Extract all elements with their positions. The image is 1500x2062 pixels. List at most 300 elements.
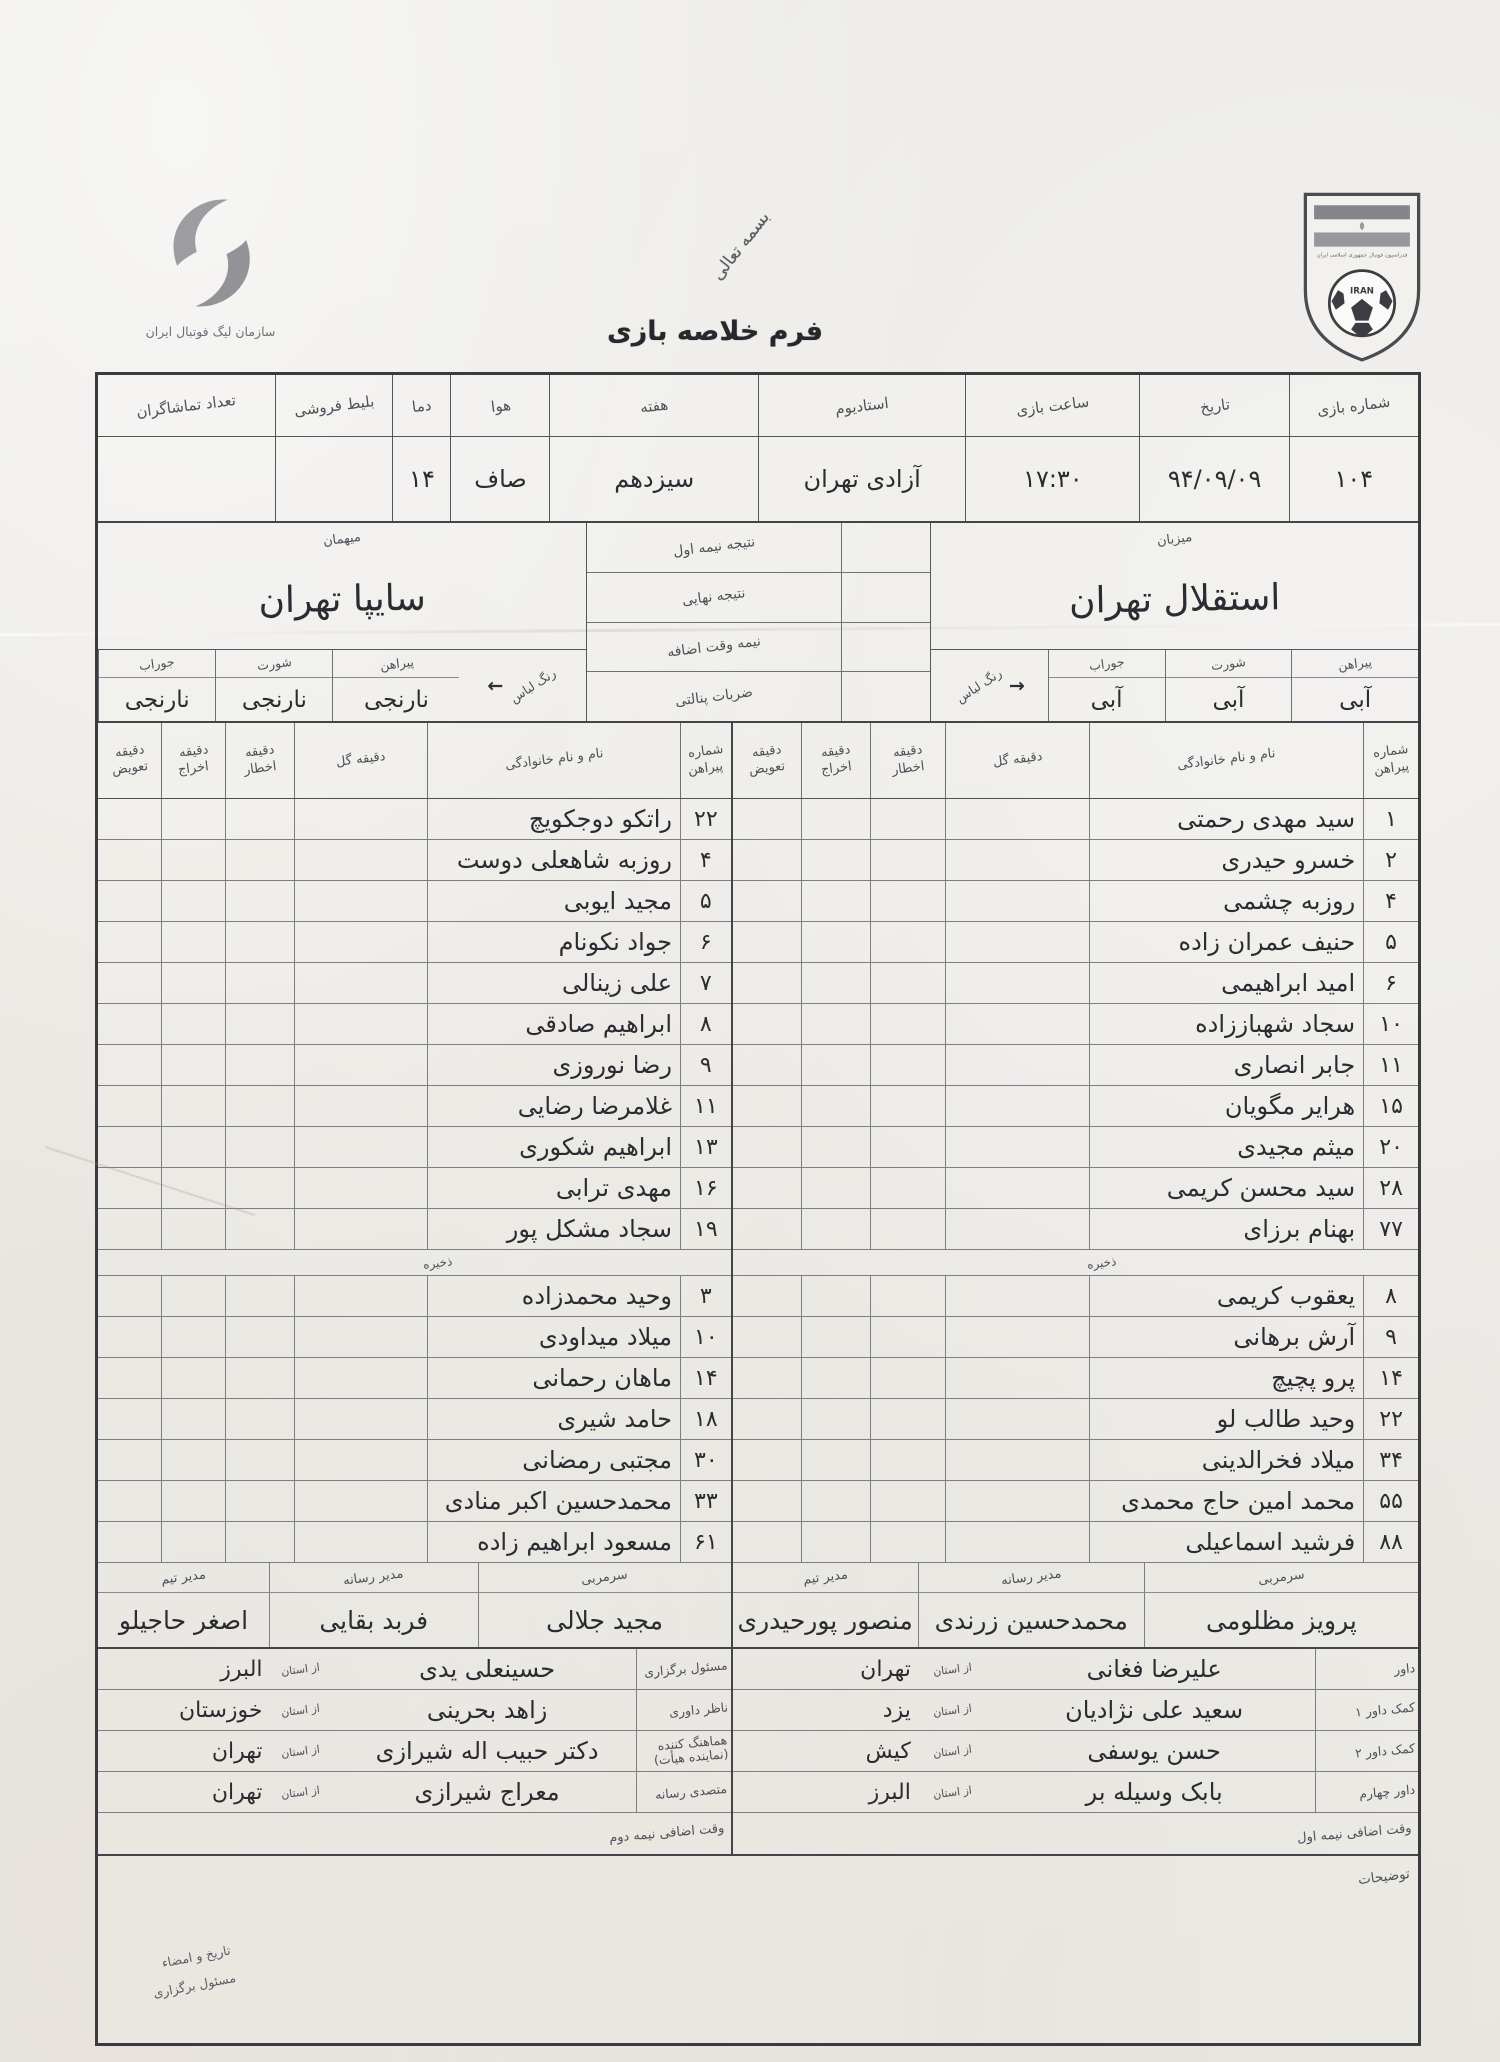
official-row <box>98 1649 731 1690</box>
eject-minute-cell <box>801 1440 870 1480</box>
player-number: ۳۰ <box>680 1440 731 1480</box>
host-staff-labels: سرمربی مدیر رسانه مدیر تیم <box>733 1563 1418 1593</box>
eject-minute-cell <box>161 1317 224 1357</box>
player-row <box>733 1358 1418 1399</box>
player-row <box>733 1399 1418 1440</box>
player-number: ۲ <box>1363 840 1418 880</box>
eject-minute-cell <box>161 1358 224 1398</box>
eject-minute-cell <box>161 1522 224 1562</box>
player-name: ماهان رحمانی <box>427 1358 680 1398</box>
caution-minute-cell <box>870 799 945 839</box>
sub-minute-cell <box>98 799 161 839</box>
player-row <box>98 1209 731 1250</box>
sub-minute-cell <box>98 963 161 1003</box>
player-name: مهدی ترابی <box>427 1168 680 1208</box>
sub-minute-cell <box>98 922 161 962</box>
from-province-label: از استان <box>931 1660 973 1678</box>
player-row <box>733 1522 1418 1563</box>
player-number: ۱۸ <box>680 1399 731 1439</box>
eject-minute-cell <box>161 799 224 839</box>
official-role-label: داور چهارم <box>1315 1772 1418 1812</box>
eject-minute-cell <box>801 840 870 880</box>
caution-minute-cell <box>870 1004 945 1044</box>
goal-minute-cell <box>945 1086 1089 1126</box>
match-info-value-cell: سیزدهم <box>549 437 758 521</box>
player-row <box>98 1127 731 1168</box>
score-label: نیمه وقت اضافه <box>666 633 762 661</box>
host-staff-values <box>733 1593 1418 1649</box>
goal-minute-cell <box>945 1045 1089 1085</box>
host-role-label: میزبان <box>1155 529 1193 550</box>
player-row <box>98 963 731 1004</box>
from-province-label: از استان <box>280 1701 321 1719</box>
player-name: جواد نکونام <box>427 922 680 962</box>
player-number: ۲۲ <box>680 799 731 839</box>
sub-minute-cell <box>733 1004 802 1044</box>
player-row <box>733 1127 1418 1168</box>
official-province: یزد <box>882 1697 911 1723</box>
guest-shorts-cell: شورت نارنجی <box>215 650 332 721</box>
federation-curved-text <box>1296 190 1300 192</box>
match-info-label-cell: استادیوم <box>758 375 965 436</box>
host-reserve-separator: ذخیره <box>733 1250 1418 1276</box>
host-half <box>732 723 1418 1854</box>
player-name: سید محسن کریمی <box>1089 1168 1363 1208</box>
player-number: ۳۴ <box>1363 1440 1418 1480</box>
eject-minute-cell <box>801 1522 870 1562</box>
player-name: آرش برهانی <box>1089 1317 1363 1357</box>
caution-minute-cell <box>870 1440 945 1480</box>
goal-minute-cell <box>294 922 427 962</box>
eject-minute-cell <box>161 1004 224 1044</box>
official-row <box>98 1690 731 1731</box>
score-value-box <box>841 573 930 622</box>
score-row <box>587 523 929 573</box>
player-name: روزبه چشمی <box>1089 881 1363 921</box>
player-name: امید ابراهیمی <box>1089 963 1363 1003</box>
score-value-box <box>841 523 930 572</box>
sub-minute-cell <box>98 881 161 921</box>
player-number: ۲۸ <box>1363 1168 1418 1208</box>
sub-minute-cell <box>98 1045 161 1085</box>
score-value-box <box>841 623 930 672</box>
player-row <box>733 1168 1418 1209</box>
sub-minute-cell <box>98 1086 161 1126</box>
match-info-label-cell: دما <box>392 375 450 436</box>
goal-minute-cell <box>294 1358 427 1398</box>
official-role-label: کمک داور ۱ <box>1315 1690 1418 1730</box>
player-row <box>98 1399 731 1440</box>
player-number: ۱۱ <box>1363 1045 1418 1085</box>
caution-minute-cell <box>870 1317 945 1357</box>
caution-minute-cell <box>870 1168 945 1208</box>
player-number: ۱۱ <box>680 1086 731 1126</box>
official-province: کیش <box>865 1738 911 1764</box>
caution-minute-cell <box>225 1086 295 1126</box>
eject-minute-cell <box>801 1004 870 1044</box>
eject-minute-cell <box>161 963 224 1003</box>
match-info-label-cell: شماره بازی <box>1289 375 1418 436</box>
score-label: نتیجه نهایی <box>681 585 747 609</box>
player-row <box>733 1276 1418 1317</box>
match-info-value-cell: ۹۴/۰۹/۰۹ <box>1139 437 1288 521</box>
official-name: دکتر حبیب اله شیرازی <box>375 1737 599 1765</box>
match-info-label-cell: هفته <box>549 375 758 436</box>
player-number: ۱۰ <box>1363 1004 1418 1044</box>
eject-minute-cell <box>801 1399 870 1439</box>
host-shorts-cell: شورت آبی <box>1165 650 1292 721</box>
extra-time-first-half-row: وقت اضافی نیمه اول <box>1296 1821 1413 1846</box>
caution-minute-cell <box>225 1004 295 1044</box>
player-number: ۱۶ <box>680 1168 731 1208</box>
eject-minute-cell <box>161 1168 224 1208</box>
match-info-label-cell: ساعت بازی <box>965 375 1139 436</box>
player-name: یعقوب کریمی <box>1089 1276 1363 1316</box>
goal-minute-cell <box>294 1522 427 1562</box>
goal-minute-cell <box>294 1045 427 1085</box>
goal-minute-cell <box>294 1209 427 1249</box>
player-row <box>98 1358 731 1399</box>
guest-players-header: شماره پیراهن نام و نام خانوادگی دقیقه گل دقیقه اخطار دقیقه اخراج دقیقه تعویض <box>98 723 731 799</box>
official-name: علیرضا فغانی <box>1086 1655 1222 1683</box>
player-name: محمد امین حاج محمدی <box>1089 1481 1363 1521</box>
host-media-manager-name: محمدحسین زرندی <box>918 1593 1144 1647</box>
player-name: غلامرضا رضایی <box>427 1086 680 1126</box>
sub-minute-cell <box>733 1127 802 1167</box>
goal-minute-cell <box>945 1399 1089 1439</box>
player-row <box>98 840 731 881</box>
host-socks-cell: جوراب آبی <box>1048 650 1165 721</box>
player-name: بهنام برزای <box>1089 1209 1363 1249</box>
signature-line-role: مسئول برگزاری <box>151 1969 237 2001</box>
player-name: میلاد میداودی <box>427 1317 680 1357</box>
player-row <box>733 1481 1418 1522</box>
sub-minute-cell <box>733 1440 802 1480</box>
official-row <box>98 1731 731 1772</box>
goal-minute-cell <box>945 1358 1089 1398</box>
score-label: ضربات پنالتی <box>674 683 754 710</box>
from-province-label: از استان <box>280 1783 321 1801</box>
player-number: ۹ <box>1363 1317 1418 1357</box>
player-number: ۲۰ <box>1363 1127 1418 1167</box>
caution-minute-cell <box>225 922 295 962</box>
caution-minute-cell <box>225 799 295 839</box>
official-role-label: مسئول برگزاری <box>636 1649 731 1689</box>
player-name: ابراهیم شکوری <box>427 1127 680 1167</box>
match-info-value-cell <box>98 437 275 521</box>
sub-minute-cell <box>98 1168 161 1208</box>
caution-minute-cell <box>870 1358 945 1398</box>
player-number: ۵ <box>680 881 731 921</box>
goal-minute-cell <box>945 1168 1089 1208</box>
eject-minute-cell <box>801 1168 870 1208</box>
official-name: بابک وسیله بر <box>1085 1778 1223 1806</box>
player-row <box>98 1481 731 1522</box>
score-row <box>587 672 929 721</box>
caution-minute-cell <box>870 963 945 1003</box>
official-row <box>733 1772 1418 1813</box>
player-number: ۱۵ <box>1363 1086 1418 1126</box>
player-name: وحید طالب لو <box>1089 1399 1363 1439</box>
player-name: میلاد فخرالدینی <box>1089 1440 1363 1480</box>
official-row <box>98 1772 731 1813</box>
eject-minute-cell <box>161 1440 224 1480</box>
player-row <box>733 1086 1418 1127</box>
goal-minute-cell <box>945 1209 1089 1249</box>
player-number: ۱ <box>1363 799 1418 839</box>
guest-reserve-separator: ذخیره <box>98 1250 731 1276</box>
player-number: ۶ <box>1363 963 1418 1003</box>
signature-line-date: تاریخ و امضاء <box>160 1942 232 1971</box>
player-name: سجاد شهباززاده <box>1089 1004 1363 1044</box>
match-info-label-row <box>98 375 1418 437</box>
goal-minute-cell <box>294 1440 427 1480</box>
official-name: حسن یوسفی <box>1087 1737 1221 1765</box>
notes-label: توضیحات <box>1357 1865 1411 1889</box>
caution-minute-cell <box>225 1440 295 1480</box>
goal-minute-cell <box>945 922 1089 962</box>
caution-minute-cell <box>225 840 295 880</box>
player-name: هرایر مگویان <box>1089 1086 1363 1126</box>
eject-minute-cell <box>161 840 224 880</box>
sub-minute-cell <box>733 1399 802 1439</box>
guest-kit-color-label: رنگ لباس ← <box>487 665 559 706</box>
guest-team-name: سایپا تهران <box>258 577 427 621</box>
official-province: البرز <box>220 1656 263 1682</box>
notes-section <box>98 1854 1418 2044</box>
eject-minute-cell <box>801 1358 870 1398</box>
sub-minute-cell <box>98 1358 161 1398</box>
eject-minute-cell <box>801 1317 870 1357</box>
eject-minute-cell <box>801 799 870 839</box>
player-number: ۳۳ <box>680 1481 731 1521</box>
svg-text:FOOTBALL FEDERATION ISLAMIC RE <box>1296 190 1300 192</box>
federation-persian-text: فدراسیون فوتبال جمهوری اسلامی ایران <box>1316 252 1408 259</box>
player-number: ۶۱ <box>680 1522 731 1562</box>
player-name: ابراهیم صادقی <box>427 1004 680 1044</box>
eject-minute-cell <box>801 881 870 921</box>
host-coach-name: پرویز مظلومی <box>1144 1593 1418 1647</box>
caution-minute-cell <box>870 1276 945 1316</box>
match-info-label-cell: تاریخ <box>1139 375 1288 436</box>
goal-minute-cell <box>945 1440 1089 1480</box>
match-info-value-cell: ۱۰۴ <box>1289 437 1418 521</box>
sub-minute-cell <box>733 1168 802 1208</box>
guest-staff-values <box>98 1593 731 1649</box>
host-kit-color-label: → رنگ لباس <box>953 665 1025 706</box>
player-name: مسعود ابراهیم زاده <box>427 1522 680 1562</box>
score-row <box>587 573 929 623</box>
sub-minute-cell <box>733 799 802 839</box>
player-name: علی زینالی <box>427 963 680 1003</box>
player-row <box>733 963 1418 1004</box>
sub-minute-cell <box>733 840 802 880</box>
official-province: تهران <box>211 1738 263 1764</box>
goal-minute-cell <box>294 1276 427 1316</box>
eject-minute-cell <box>161 922 224 962</box>
caution-minute-cell <box>870 1522 945 1562</box>
eject-minute-cell <box>161 1276 224 1316</box>
league-swirl-icon <box>141 188 281 318</box>
goal-minute-cell <box>945 881 1089 921</box>
player-row <box>98 1276 731 1317</box>
sub-minute-cell <box>733 922 802 962</box>
official-province: تهران <box>211 1779 263 1805</box>
player-number: ۶ <box>680 922 731 962</box>
kit-arrow-right-icon: → <box>1008 674 1025 697</box>
player-row <box>733 1004 1418 1045</box>
player-name: جابر انصاری <box>1089 1045 1363 1085</box>
score-column <box>586 523 929 721</box>
from-province-label: از استان <box>280 1742 321 1760</box>
player-row <box>98 1004 731 1045</box>
player-name: پرو پچیچ <box>1089 1358 1363 1398</box>
player-number: ۷۷ <box>1363 1209 1418 1249</box>
player-row <box>98 922 731 963</box>
player-number: ۷ <box>680 963 731 1003</box>
guest-team-manager-name: اصغر حاجیلو <box>118 1605 249 1635</box>
player-number: ۳ <box>680 1276 731 1316</box>
player-name: راتکو دوجکویچ <box>427 799 680 839</box>
player-name: فرشید اسماعیلی <box>1089 1522 1363 1562</box>
goal-minute-cell <box>945 963 1089 1003</box>
host-players-header: شماره پیراهن نام و نام خانوادگی دقیقه گل دقیقه اخطار دقیقه اخراج دقیقه تعویض <box>733 723 1418 799</box>
sub-minute-cell <box>733 1276 802 1316</box>
goal-minute-cell <box>294 1481 427 1521</box>
player-row <box>98 881 731 922</box>
guest-staff-labels: سرمربی مدیر رسانه مدیر تیم <box>98 1563 731 1593</box>
officials-right-list <box>733 1649 1418 1813</box>
official-role-label: ناظر داوری <box>636 1690 731 1730</box>
player-row <box>733 881 1418 922</box>
player-row <box>98 1317 731 1358</box>
match-info-value-cell: ۱۷:۳۰ <box>965 437 1139 521</box>
caution-minute-cell <box>225 1168 295 1208</box>
eject-minute-cell <box>161 1045 224 1085</box>
player-number: ۸۸ <box>1363 1522 1418 1562</box>
official-role-label: داور <box>1315 1649 1418 1689</box>
official-province: خوزستان <box>178 1697 263 1723</box>
eject-minute-cell <box>161 1086 224 1126</box>
player-name: مجید ایوبی <box>427 881 680 921</box>
guest-coach-name: مجید جلالی <box>478 1593 731 1647</box>
goal-minute-cell <box>294 799 427 839</box>
caution-minute-cell <box>225 1481 295 1521</box>
goal-minute-cell <box>294 1127 427 1167</box>
eject-minute-cell <box>801 1127 870 1167</box>
match-info-value-cell <box>275 437 392 521</box>
form-header <box>0 0 1500 372</box>
player-name: سجاد مشکل پور <box>427 1209 680 1249</box>
caution-minute-cell <box>225 881 295 921</box>
caution-minute-cell <box>870 1399 945 1439</box>
official-role-label: کمک داور ۲ <box>1315 1731 1418 1771</box>
player-name: وحید محمدزاده <box>427 1276 680 1316</box>
eject-minute-cell <box>161 1399 224 1439</box>
score-row <box>587 623 929 673</box>
host-starters-list <box>733 799 1418 1250</box>
league-org-caption: سازمان لیگ فوتبال ایران <box>145 324 276 339</box>
caution-minute-cell <box>225 1276 295 1316</box>
sub-minute-cell <box>733 1086 802 1126</box>
from-province-label: از استان <box>280 1660 321 1678</box>
caution-minute-cell <box>225 1127 295 1167</box>
eject-minute-cell <box>801 963 870 1003</box>
sub-minute-cell <box>98 840 161 880</box>
player-number: ۱۳ <box>680 1127 731 1167</box>
guest-reserves-list <box>98 1276 731 1563</box>
score-label: نتیجه نیمه اول <box>672 534 756 561</box>
player-row <box>98 1045 731 1086</box>
sub-minute-cell <box>733 1317 802 1357</box>
player-row <box>98 1522 731 1563</box>
caution-minute-cell <box>225 1399 295 1439</box>
caution-minute-cell <box>225 1522 295 1562</box>
goal-minute-cell <box>945 1481 1089 1521</box>
player-name: روزبه شاهعلی دوست <box>427 840 680 880</box>
player-name: خسرو حیدری <box>1089 840 1363 880</box>
caution-minute-cell <box>225 1358 295 1398</box>
sub-minute-cell <box>98 1522 161 1562</box>
kit-arrow-left-icon: ← <box>487 674 504 697</box>
player-number: ۹ <box>680 1045 731 1085</box>
player-row <box>733 799 1418 840</box>
goal-minute-cell <box>945 1317 1089 1357</box>
host-kit-colors <box>931 649 1418 721</box>
sub-minute-cell <box>733 1358 802 1398</box>
player-name: رضا نوروزی <box>427 1045 680 1085</box>
match-info-label-cell: هوا <box>450 375 549 436</box>
sub-minute-cell <box>98 1481 161 1521</box>
match-info-value-row <box>98 437 1418 523</box>
sub-minute-cell <box>98 1127 161 1167</box>
player-number: ۴ <box>680 840 731 880</box>
player-name: محمدحسین اکبر منادی <box>427 1481 680 1521</box>
guest-starters-list <box>98 799 731 1250</box>
eject-minute-cell <box>801 922 870 962</box>
goal-minute-cell <box>945 840 1089 880</box>
sub-minute-cell <box>733 963 802 1003</box>
sub-minute-cell <box>98 1440 161 1480</box>
from-province-label: از استان <box>931 1783 973 1801</box>
eject-minute-cell <box>801 1481 870 1521</box>
goal-minute-cell <box>945 1127 1089 1167</box>
player-row <box>733 1440 1418 1481</box>
match-info-value-cell: آزادی تهران <box>758 437 965 521</box>
teams-block <box>98 523 1418 723</box>
signature-block <box>146 1937 239 2007</box>
caution-minute-cell <box>225 1209 295 1249</box>
ball-iran-text: IRAN <box>1350 286 1374 297</box>
player-name: سید مهدی رحمتی <box>1089 799 1363 839</box>
sub-minute-cell <box>98 1209 161 1249</box>
guest-role-label: میهمان <box>322 529 362 550</box>
federation-emblem <box>1296 190 1428 386</box>
official-name: حسینعلی یدی <box>419 1655 556 1683</box>
goal-minute-cell <box>294 1399 427 1439</box>
official-name: سعید علی نژادیان <box>1065 1696 1244 1724</box>
player-number: ۴ <box>1363 881 1418 921</box>
host-reserves-list <box>733 1276 1418 1563</box>
goal-minute-cell <box>945 1276 1089 1316</box>
player-name: حنیف عمران زاده <box>1089 922 1363 962</box>
caution-minute-cell <box>870 1045 945 1085</box>
eject-minute-cell <box>161 881 224 921</box>
goal-minute-cell <box>294 1004 427 1044</box>
guest-half <box>98 723 732 1854</box>
player-number: ۱۴ <box>1363 1358 1418 1398</box>
sub-minute-cell <box>733 1522 802 1562</box>
